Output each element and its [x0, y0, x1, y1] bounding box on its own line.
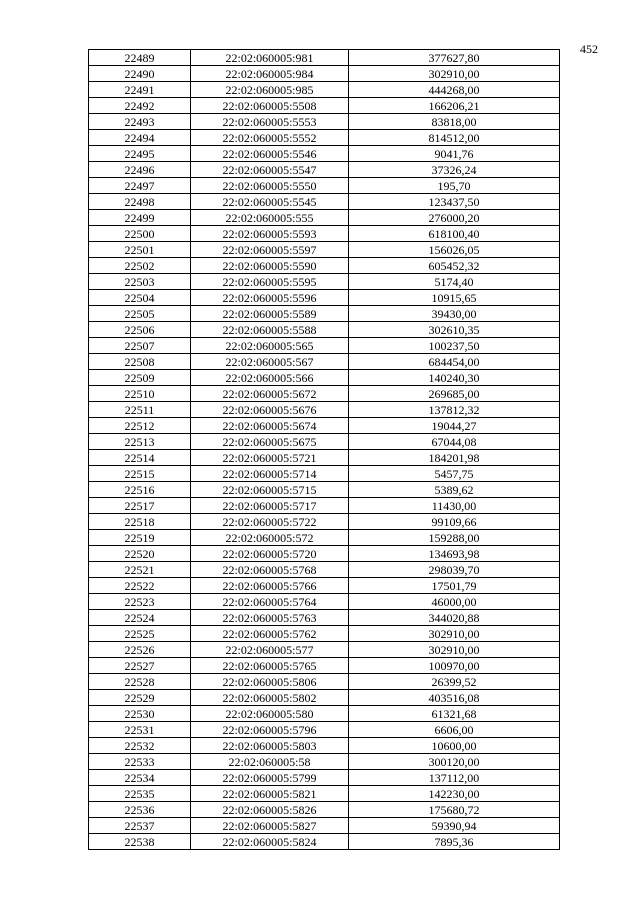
row-number-cell: 22497 — [89, 178, 191, 194]
value-cell: 377627,80 — [349, 50, 560, 66]
table-row — [89, 354, 560, 370]
value-cell: 123437,50 — [349, 194, 560, 210]
table-row — [89, 418, 560, 434]
cadastral-number-cell: 22:02:060005:5547 — [191, 162, 349, 178]
value-cell: 6606,00 — [349, 722, 560, 738]
table-row — [89, 98, 560, 114]
cadastral-number-cell: 22:02:060005:580 — [191, 706, 349, 722]
value-cell: 11430,00 — [349, 498, 560, 514]
row-number-cell: 22524 — [89, 610, 191, 626]
table-row — [89, 226, 560, 242]
cadastral-number-cell: 22:02:060005:5762 — [191, 626, 349, 642]
row-number-cell: 22503 — [89, 274, 191, 290]
table-row — [89, 610, 560, 626]
table-row — [89, 626, 560, 642]
cadastral-number-cell: 22:02:060005:5675 — [191, 434, 349, 450]
row-number-cell: 22522 — [89, 578, 191, 594]
table-row — [89, 770, 560, 786]
value-cell: 39430,00 — [349, 306, 560, 322]
cadastral-number-cell: 22:02:060005:5674 — [191, 418, 349, 434]
row-number-cell: 22507 — [89, 338, 191, 354]
cadastral-number-cell: 22:02:060005:5796 — [191, 722, 349, 738]
value-cell: 137112,00 — [349, 770, 560, 786]
row-number-cell: 22511 — [89, 402, 191, 418]
table-row — [89, 546, 560, 562]
row-number-cell: 22536 — [89, 802, 191, 818]
cadastral-number-cell: 22:02:060005:5715 — [191, 482, 349, 498]
cadastral-number-cell: 22:02:060005:5553 — [191, 114, 349, 130]
table-row — [89, 82, 560, 98]
value-cell: 26399,52 — [349, 674, 560, 690]
value-cell: 5457,75 — [349, 466, 560, 482]
row-number-cell: 22500 — [89, 226, 191, 242]
cadastral-number-cell: 22:02:060005:5596 — [191, 290, 349, 306]
table-row — [89, 642, 560, 658]
table-row — [89, 802, 560, 818]
table-row — [89, 482, 560, 498]
cadastral-number-cell: 22:02:060005:5588 — [191, 322, 349, 338]
table-row — [89, 706, 560, 722]
table-row — [89, 722, 560, 738]
cadastral-number-cell: 22:02:060005:5764 — [191, 594, 349, 610]
row-number-cell: 22527 — [89, 658, 191, 674]
cadastral-number-cell: 22:02:060005:5821 — [191, 786, 349, 802]
value-cell: 159288,00 — [349, 530, 560, 546]
table-row — [89, 322, 560, 338]
row-number-cell: 22516 — [89, 482, 191, 498]
table-row — [89, 786, 560, 802]
cadastral-value-table — [88, 49, 560, 850]
value-cell: 814512,00 — [349, 130, 560, 146]
value-cell: 10915,65 — [349, 290, 560, 306]
cadastral-number-cell: 22:02:060005:5590 — [191, 258, 349, 274]
value-cell: 684454,00 — [349, 354, 560, 370]
value-cell: 276000,20 — [349, 210, 560, 226]
cadastral-number-cell: 22:02:060005:5717 — [191, 498, 349, 514]
row-number-cell: 22510 — [89, 386, 191, 402]
cadastral-number-cell: 22:02:060005:572 — [191, 530, 349, 546]
value-cell: 184201,98 — [349, 450, 560, 466]
cadastral-number-cell: 22:02:060005:5589 — [191, 306, 349, 322]
value-cell: 46000,00 — [349, 594, 560, 610]
cadastral-number-cell: 22:02:060005:5799 — [191, 770, 349, 786]
row-number-cell: 22489 — [89, 50, 191, 66]
cadastral-number-cell: 22:02:060005:555 — [191, 210, 349, 226]
table-row — [89, 674, 560, 690]
cadastral-number-cell: 22:02:060005:5676 — [191, 402, 349, 418]
value-cell: 37326,24 — [349, 162, 560, 178]
row-number-cell: 22499 — [89, 210, 191, 226]
row-number-cell: 22526 — [89, 642, 191, 658]
value-cell: 83818,00 — [349, 114, 560, 130]
table-row — [89, 66, 560, 82]
page-number: 452 — [580, 42, 598, 56]
value-cell: 5389,62 — [349, 482, 560, 498]
cadastral-number-cell: 22:02:060005:567 — [191, 354, 349, 370]
value-cell: 59390,94 — [349, 818, 560, 834]
table-row — [89, 562, 560, 578]
row-number-cell: 22517 — [89, 498, 191, 514]
value-cell: 100970,00 — [349, 658, 560, 674]
row-number-cell: 22515 — [89, 466, 191, 482]
table-row — [89, 754, 560, 770]
cadastral-number-cell: 22:02:060005:5545 — [191, 194, 349, 210]
value-cell: 134693,98 — [349, 546, 560, 562]
cadastral-number-cell: 22:02:060005:985 — [191, 82, 349, 98]
cadastral-number-cell: 22:02:060005:984 — [191, 66, 349, 82]
row-number-cell: 22513 — [89, 434, 191, 450]
row-number-cell: 22509 — [89, 370, 191, 386]
cadastral-number-cell: 22:02:060005:5593 — [191, 226, 349, 242]
value-cell: 19044,27 — [349, 418, 560, 434]
row-number-cell: 22498 — [89, 194, 191, 210]
table-row — [89, 258, 560, 274]
cadastral-number-cell: 22:02:060005:5720 — [191, 546, 349, 562]
table-row — [89, 450, 560, 466]
value-cell: 137812,32 — [349, 402, 560, 418]
value-cell: 605452,32 — [349, 258, 560, 274]
cadastral-number-cell: 22:02:060005:5765 — [191, 658, 349, 674]
row-number-cell: 22512 — [89, 418, 191, 434]
value-cell: 10600,00 — [349, 738, 560, 754]
value-cell: 269685,00 — [349, 386, 560, 402]
row-number-cell: 22514 — [89, 450, 191, 466]
cadastral-number-cell: 22:02:060005:58 — [191, 754, 349, 770]
value-cell: 156026,05 — [349, 242, 560, 258]
row-number-cell: 22535 — [89, 786, 191, 802]
table-row — [89, 146, 560, 162]
row-number-cell: 22495 — [89, 146, 191, 162]
table-row — [89, 306, 560, 322]
row-number-cell: 22531 — [89, 722, 191, 738]
value-cell: 17501,79 — [349, 578, 560, 594]
table-row — [89, 370, 560, 386]
table-row — [89, 834, 560, 850]
value-cell: 302910,00 — [349, 642, 560, 658]
table-row — [89, 386, 560, 402]
table-row — [89, 466, 560, 482]
cadastral-number-cell: 22:02:060005:5826 — [191, 802, 349, 818]
cadastral-number-cell: 22:02:060005:5802 — [191, 690, 349, 706]
row-number-cell: 22501 — [89, 242, 191, 258]
value-cell: 298039,70 — [349, 562, 560, 578]
value-cell: 100237,50 — [349, 338, 560, 354]
value-cell: 195,70 — [349, 178, 560, 194]
cadastral-number-cell: 22:02:060005:5550 — [191, 178, 349, 194]
cadastral-number-cell: 22:02:060005:5597 — [191, 242, 349, 258]
value-cell: 7895,36 — [349, 834, 560, 850]
value-cell: 403516,08 — [349, 690, 560, 706]
row-number-cell: 22523 — [89, 594, 191, 610]
value-cell: 140240,30 — [349, 370, 560, 386]
cadastral-number-cell: 22:02:060005:5552 — [191, 130, 349, 146]
row-number-cell: 22505 — [89, 306, 191, 322]
value-cell: 9041,76 — [349, 146, 560, 162]
value-cell: 175680,72 — [349, 802, 560, 818]
table-row — [89, 114, 560, 130]
value-cell: 618100,40 — [349, 226, 560, 242]
row-number-cell: 22519 — [89, 530, 191, 546]
table-row — [89, 50, 560, 66]
row-number-cell: 22504 — [89, 290, 191, 306]
value-cell: 300120,00 — [349, 754, 560, 770]
row-number-cell: 22530 — [89, 706, 191, 722]
table-row — [89, 594, 560, 610]
row-number-cell: 22537 — [89, 818, 191, 834]
table-row — [89, 434, 560, 450]
cadastral-number-cell: 22:02:060005:5595 — [191, 274, 349, 290]
row-number-cell: 22491 — [89, 82, 191, 98]
table-row — [89, 514, 560, 530]
table-row — [89, 818, 560, 834]
row-number-cell: 22533 — [89, 754, 191, 770]
value-cell: 5174,40 — [349, 274, 560, 290]
row-number-cell: 22496 — [89, 162, 191, 178]
table-row — [89, 690, 560, 706]
row-number-cell: 22508 — [89, 354, 191, 370]
cadastral-number-cell: 22:02:060005:5827 — [191, 818, 349, 834]
cadastral-number-cell: 22:02:060005:5806 — [191, 674, 349, 690]
cadastral-number-cell: 22:02:060005:981 — [191, 50, 349, 66]
row-number-cell: 22538 — [89, 834, 191, 850]
cadastral-number-cell: 22:02:060005:5824 — [191, 834, 349, 850]
row-number-cell: 22502 — [89, 258, 191, 274]
cadastral-number-cell: 22:02:060005:5508 — [191, 98, 349, 114]
cadastral-number-cell: 22:02:060005:565 — [191, 338, 349, 354]
table-row — [89, 274, 560, 290]
cadastral-number-cell: 22:02:060005:5803 — [191, 738, 349, 754]
table-row — [89, 530, 560, 546]
table-row — [89, 194, 560, 210]
row-number-cell: 22493 — [89, 114, 191, 130]
cadastral-number-cell: 22:02:060005:5672 — [191, 386, 349, 402]
value-cell: 302910,00 — [349, 626, 560, 642]
value-cell: 444268,00 — [349, 82, 560, 98]
cadastral-number-cell: 22:02:060005:5768 — [191, 562, 349, 578]
value-cell: 344020,88 — [349, 610, 560, 626]
value-cell: 302910,00 — [349, 66, 560, 82]
table-row — [89, 498, 560, 514]
row-number-cell: 22518 — [89, 514, 191, 530]
row-number-cell: 22520 — [89, 546, 191, 562]
cadastral-number-cell: 22:02:060005:5722 — [191, 514, 349, 530]
cadastral-number-cell: 22:02:060005:5763 — [191, 610, 349, 626]
row-number-cell: 22525 — [89, 626, 191, 642]
row-number-cell: 22528 — [89, 674, 191, 690]
cadastral-number-cell: 22:02:060005:577 — [191, 642, 349, 658]
row-number-cell: 22521 — [89, 562, 191, 578]
table-row — [89, 178, 560, 194]
cadastral-number-cell: 22:02:060005:5721 — [191, 450, 349, 466]
table-row — [89, 162, 560, 178]
row-number-cell: 22529 — [89, 690, 191, 706]
value-cell: 166206,21 — [349, 98, 560, 114]
row-number-cell: 22534 — [89, 770, 191, 786]
table-row — [89, 658, 560, 674]
row-number-cell: 22492 — [89, 98, 191, 114]
value-cell: 142230,00 — [349, 786, 560, 802]
table-body — [89, 50, 560, 850]
table-row — [89, 738, 560, 754]
table-row — [89, 242, 560, 258]
row-number-cell: 22532 — [89, 738, 191, 754]
value-cell: 302610,35 — [349, 322, 560, 338]
table-row — [89, 290, 560, 306]
value-cell: 67044,08 — [349, 434, 560, 450]
value-cell: 99109,66 — [349, 514, 560, 530]
row-number-cell: 22506 — [89, 322, 191, 338]
row-number-cell: 22490 — [89, 66, 191, 82]
table-row — [89, 402, 560, 418]
row-number-cell: 22494 — [89, 130, 191, 146]
value-cell: 61321,68 — [349, 706, 560, 722]
cadastral-number-cell: 22:02:060005:5766 — [191, 578, 349, 594]
cadastral-number-cell: 22:02:060005:5714 — [191, 466, 349, 482]
table-row — [89, 578, 560, 594]
table-row — [89, 210, 560, 226]
table-row — [89, 338, 560, 354]
cadastral-number-cell: 22:02:060005:5546 — [191, 146, 349, 162]
cadastral-number-cell: 22:02:060005:566 — [191, 370, 349, 386]
table-row — [89, 130, 560, 146]
